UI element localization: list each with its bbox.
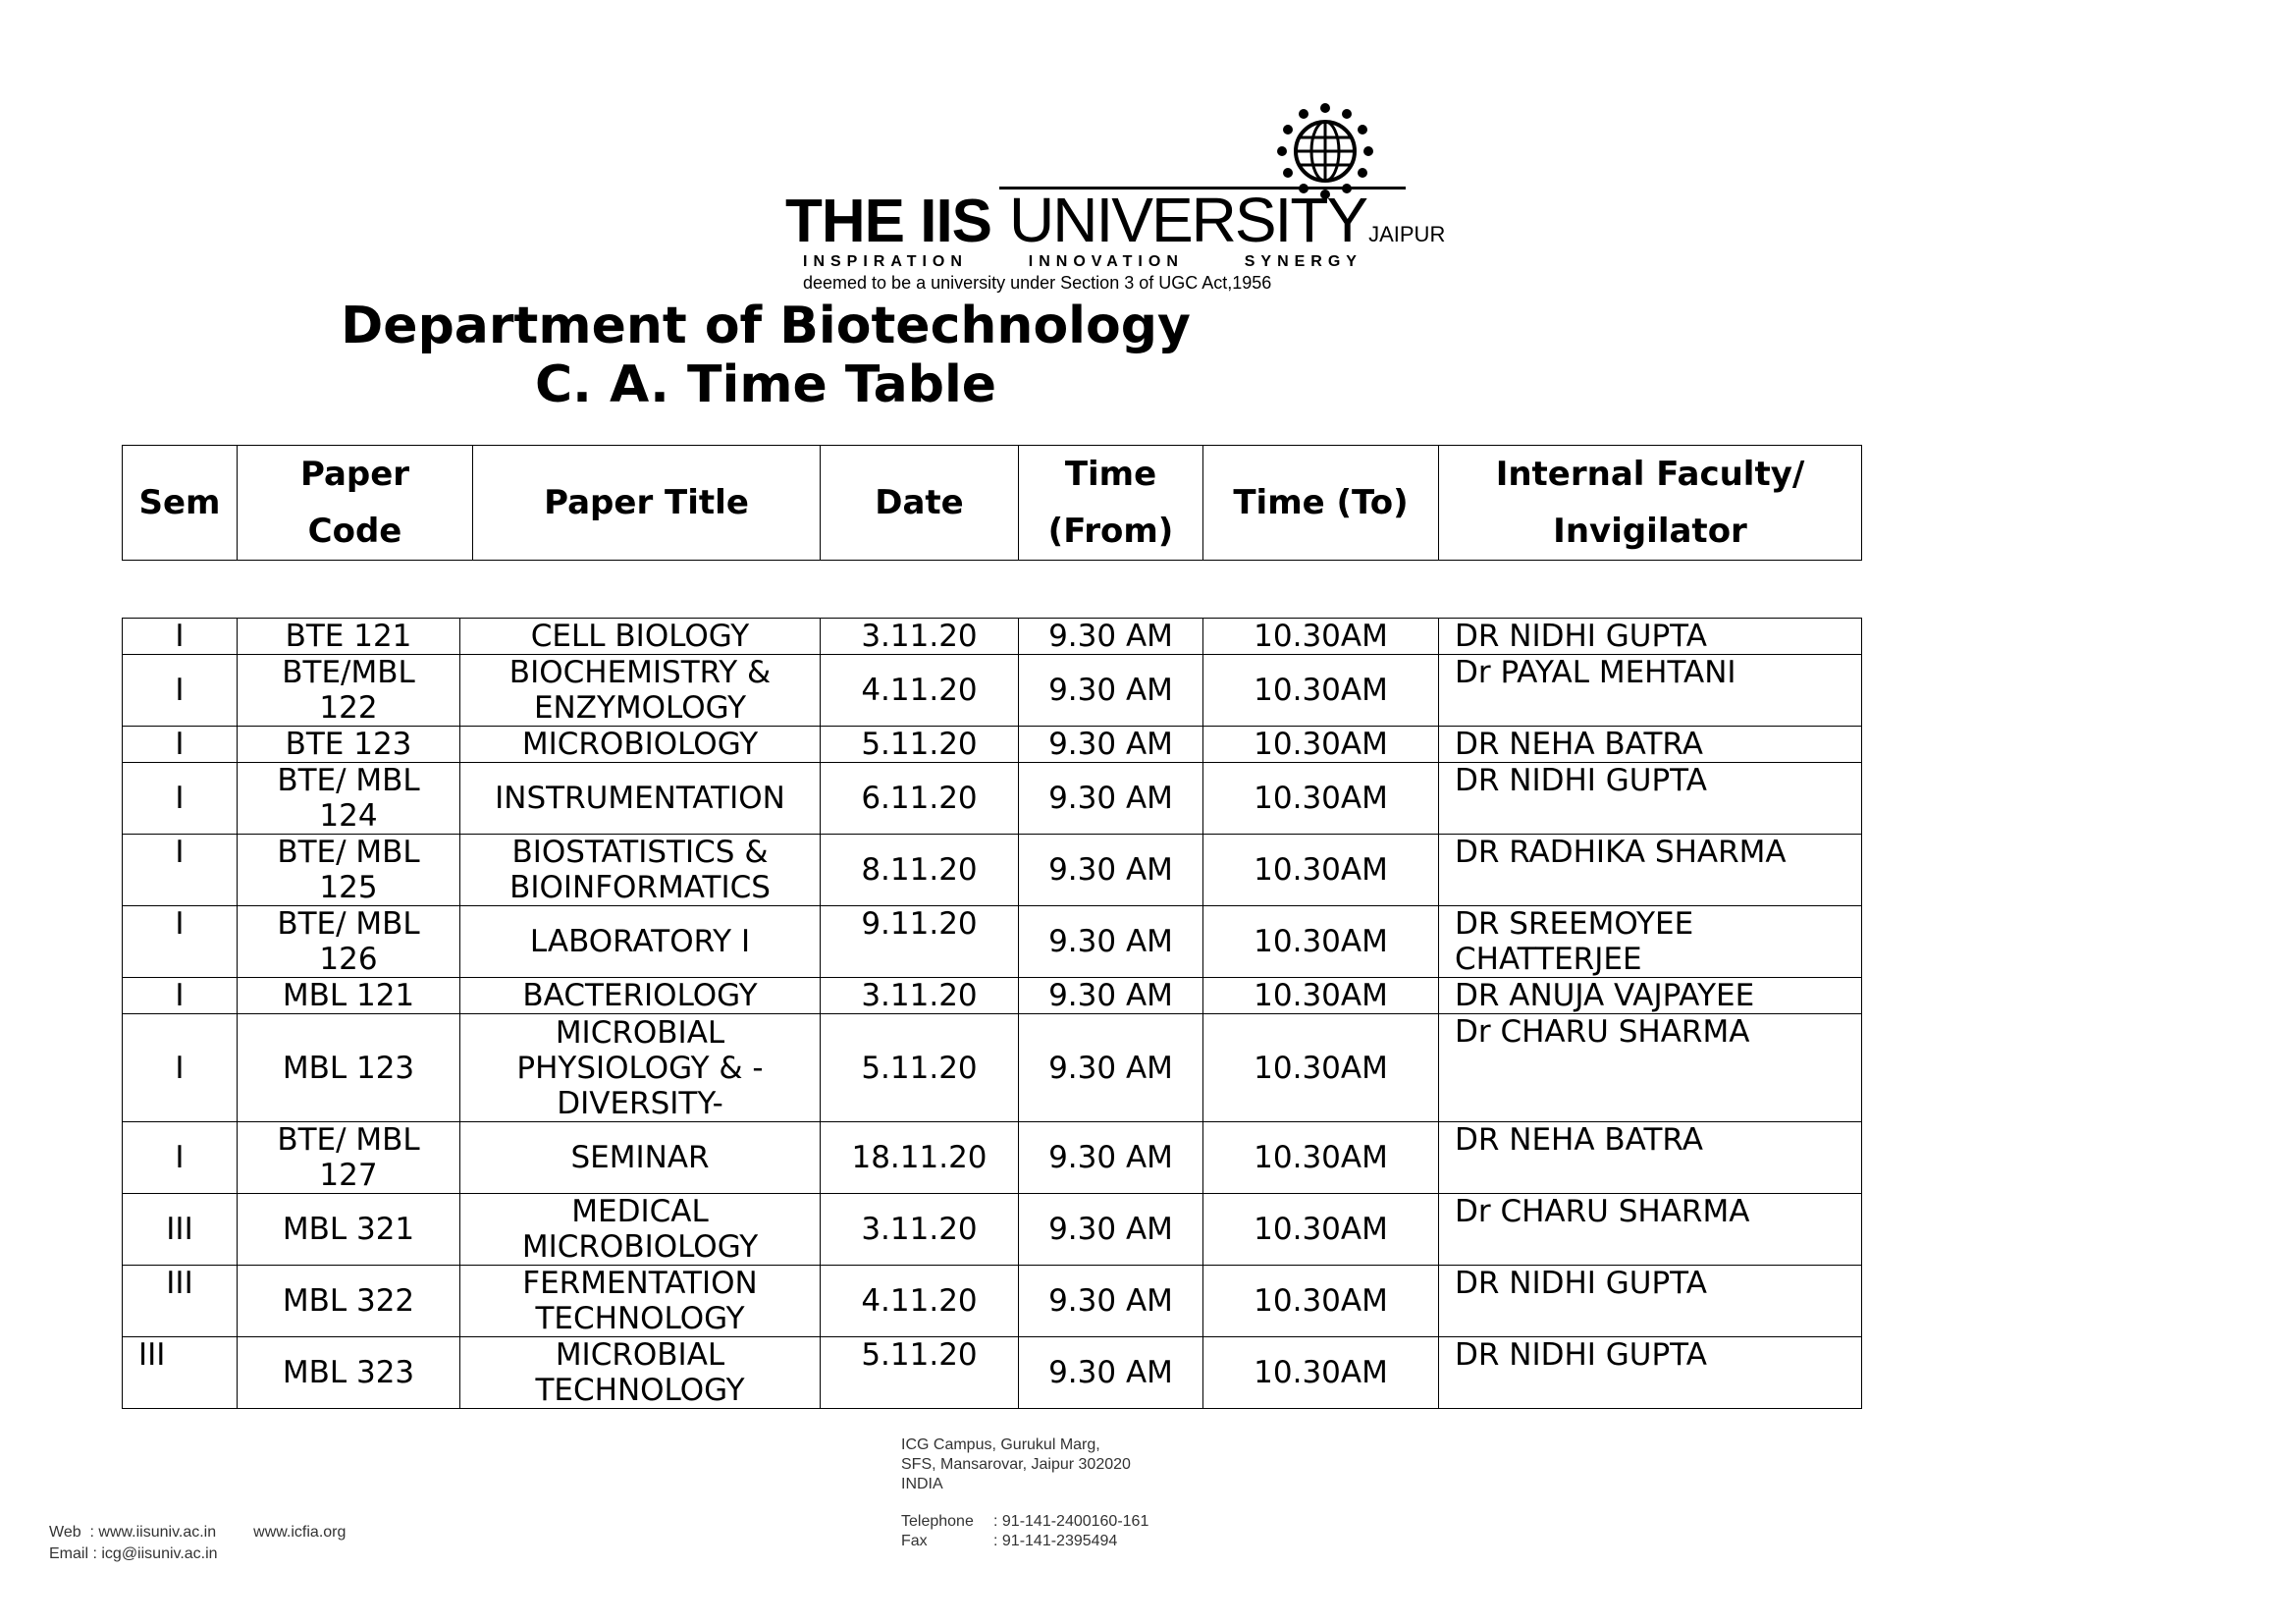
- cell-faculty: [1439, 655, 1862, 727]
- cell-title: [460, 1337, 821, 1409]
- tagline-word: SYNERGY: [1244, 253, 1362, 270]
- cell-date: 6.11.20: [821, 763, 1019, 835]
- cell-line: TECHNOLOGY: [535, 1301, 745, 1336]
- header-date: Date: [821, 446, 1019, 561]
- cell-date: 8.11.20: [821, 835, 1019, 906]
- header-line: (From): [1047, 512, 1174, 551]
- cell-faculty: [1439, 978, 1862, 1014]
- table-row: [123, 1122, 1862, 1194]
- cell-line: DR NEHA BATRA: [1455, 727, 1703, 762]
- header-line: Invigilator: [1553, 512, 1747, 551]
- cell-line: 126: [319, 942, 378, 977]
- cell-line: MBL 323: [282, 1355, 415, 1390]
- cell-line: Dr CHARU SHARMA: [1455, 1014, 1750, 1050]
- cell-faculty: [1439, 763, 1862, 835]
- table-row: [123, 763, 1862, 835]
- cell-time-from: 9.30 AM: [1019, 978, 1203, 1014]
- cell-time-from: 9.30 AM: [1019, 727, 1203, 763]
- table-row: [123, 1337, 1862, 1409]
- cell-line: MEDICAL: [571, 1194, 709, 1229]
- cell-line: CHATTERJEE: [1455, 942, 1642, 977]
- logo-deemed-text: deemed to be a university under Section 3 of UGC Act,1956: [803, 273, 1272, 293]
- cell-line: Dr CHARU SHARMA: [1455, 1194, 1750, 1229]
- footer-email-link[interactable]: : icg@iisuniv.ac.in: [92, 1545, 218, 1562]
- footer-web-label: Web: [49, 1524, 81, 1541]
- cell-title: [460, 1194, 821, 1266]
- cell-date: 4.11.20: [821, 1266, 1019, 1337]
- cell-faculty: [1439, 835, 1862, 906]
- cell-sem: III: [123, 1337, 238, 1409]
- cell-faculty: [1439, 1014, 1862, 1122]
- department-title: Department of Biotechnology: [341, 297, 1191, 355]
- cell-date: 5.11.20: [821, 727, 1019, 763]
- cell-time-from: 9.30 AM: [1019, 1337, 1203, 1409]
- cell-line: LABORATORY I: [529, 924, 751, 959]
- cell-time-from: 9.30 AM: [1019, 1266, 1203, 1337]
- cell-time-from: 9.30 AM: [1019, 1122, 1203, 1194]
- cell-line: DR SREEMOYEE: [1455, 906, 1694, 942]
- header-paper-title: Paper Title: [473, 446, 821, 561]
- cell-sem: III: [123, 1194, 238, 1266]
- logo-name-regular: UNIVERSITY: [1009, 185, 1367, 255]
- cell-sem: I: [123, 655, 238, 727]
- cell-time-from: 9.30 AM: [1019, 655, 1203, 727]
- cell-date: 9.11.20: [821, 906, 1019, 978]
- cell-sem: I: [123, 1014, 238, 1122]
- page-title: C. A. Time Table: [534, 355, 997, 414]
- cell-sem: I: [123, 1122, 238, 1194]
- cell-code: [238, 1337, 460, 1409]
- footer-web-row: [49, 1522, 346, 1543]
- cell-date: 5.11.20: [821, 1014, 1019, 1122]
- cell-title: [460, 906, 821, 978]
- cell-date: 3.11.20: [821, 978, 1019, 1014]
- cell-sem: I: [123, 619, 238, 655]
- cell-line: ENZYMOLOGY: [533, 690, 747, 726]
- fax-value: : 91-141-2395494: [993, 1533, 1118, 1549]
- cell-line: BTE/ MBL: [277, 763, 420, 798]
- table-row: [123, 835, 1862, 906]
- table-row: [123, 906, 1862, 978]
- cell-code: [238, 727, 460, 763]
- logo-city: JAIPUR: [1368, 222, 1446, 246]
- cell-line: MICROBIAL: [555, 1014, 725, 1051]
- footer-address: [901, 1435, 1148, 1551]
- cell-line: MBL 321: [282, 1212, 415, 1247]
- cell-faculty: [1439, 727, 1862, 763]
- cell-line: INSTRUMENTATION: [495, 781, 785, 816]
- cell-time-from: 9.30 AM: [1019, 1014, 1203, 1122]
- cell-code: [238, 835, 460, 906]
- logo-name-bold: THE IIS: [785, 188, 992, 255]
- cell-code: [238, 906, 460, 978]
- fax-label: Fax: [901, 1533, 928, 1549]
- cell-line: FERMENTATION: [522, 1266, 758, 1301]
- cell-line: BTE/ MBL: [277, 835, 420, 870]
- header-sem: Sem: [123, 446, 238, 561]
- cell-line: BTE 121: [285, 619, 412, 654]
- cell-line: BTE/ MBL: [277, 1122, 420, 1158]
- footer-fax: [901, 1532, 1148, 1551]
- table-row: [123, 1014, 1862, 1122]
- cell-date: 5.11.20: [821, 1337, 1019, 1409]
- logo-tagline: [803, 253, 1362, 271]
- cell-time-from: 9.30 AM: [1019, 1194, 1203, 1266]
- cell-sem: I: [123, 727, 238, 763]
- cell-line: DR RADHIKA SHARMA: [1455, 835, 1787, 870]
- cell-title: [460, 1014, 821, 1122]
- cell-faculty: [1439, 906, 1862, 978]
- footer-web-link[interactable]: : www.iisuniv.ac.in: [89, 1524, 217, 1541]
- cell-date: 4.11.20: [821, 655, 1019, 727]
- cell-date: 18.11.20: [821, 1122, 1019, 1194]
- cell-line: BACTERIOLOGY: [522, 978, 758, 1013]
- cell-line: MICROBIAL: [555, 1337, 725, 1373]
- table-row: [123, 978, 1862, 1014]
- cell-time-to: 10.30AM: [1203, 835, 1439, 906]
- header-line: Time: [1064, 455, 1157, 494]
- table-row: [123, 1266, 1862, 1337]
- cell-title: [460, 763, 821, 835]
- header-line: Code: [307, 512, 402, 551]
- header-row: [123, 446, 1862, 561]
- header-line: Paper: [299, 455, 410, 494]
- cell-title: [460, 835, 821, 906]
- cell-line: BIOSTATISTICS &: [511, 835, 769, 870]
- cell-time-to: 10.30AM: [1203, 1122, 1439, 1194]
- footer-web2-link[interactable]: www.icfia.org: [253, 1524, 347, 1541]
- header-time-from: [1019, 446, 1203, 561]
- footer-email-row: [49, 1543, 346, 1565]
- header-paper-code: [238, 446, 473, 561]
- telephone-label: Telephone: [901, 1513, 974, 1530]
- cell-code: [238, 1014, 460, 1122]
- cell-faculty: [1439, 1337, 1862, 1409]
- cell-line: 124: [319, 798, 378, 834]
- cell-line: BTE/MBL: [282, 655, 415, 690]
- telephone-value: : 91-141-2400160-161: [993, 1513, 1149, 1530]
- table-row: [123, 619, 1862, 655]
- table-row: [123, 655, 1862, 727]
- header-line: Internal Faculty/: [1495, 455, 1805, 494]
- address-line: SFS, Mansarovar, Jaipur 302020: [901, 1456, 1131, 1473]
- cell-faculty: [1439, 1194, 1862, 1266]
- cell-line: BIOCHEMISTRY &: [508, 655, 772, 690]
- university-logo: [785, 102, 1453, 293]
- cell-line: BTE 123: [285, 727, 412, 762]
- cell-time-to: 10.30AM: [1203, 727, 1439, 763]
- table-row: [123, 727, 1862, 763]
- cell-line: 125: [319, 870, 378, 905]
- cell-line: MBL 123: [282, 1050, 415, 1086]
- footer-telephone: [901, 1512, 1148, 1532]
- cell-code: [238, 619, 460, 655]
- address-line: ICG Campus, Gurukul Marg,: [901, 1436, 1100, 1453]
- cell-title: [460, 655, 821, 727]
- cell-line: BTE/ MBL: [277, 906, 420, 942]
- cell-sem: III: [123, 1266, 238, 1337]
- cell-code: [238, 1194, 460, 1266]
- tagline-word: INSPIRATION: [803, 253, 968, 270]
- cell-time-to: 10.30AM: [1203, 619, 1439, 655]
- cell-sem: I: [123, 978, 238, 1014]
- cell-line: TECHNOLOGY: [535, 1373, 745, 1408]
- cell-line: DR NIDHI GUPTA: [1455, 1337, 1707, 1373]
- page-headings: [0, 297, 1531, 414]
- cell-line: BIOINFORMATICS: [509, 870, 771, 905]
- cell-line: DR NIDHI GUPTA: [1455, 763, 1707, 798]
- cell-title: [460, 1122, 821, 1194]
- logo-wordmark: [785, 185, 1446, 255]
- tagline-word: INNOVATION: [1028, 253, 1184, 270]
- cell-code: [238, 655, 460, 727]
- cell-line: MBL 121: [282, 978, 415, 1013]
- cell-line: DR ANUJA VAJPAYEE: [1455, 978, 1755, 1013]
- cell-line: DR NEHA BATRA: [1455, 1122, 1703, 1158]
- header-time-to: Time (To): [1203, 446, 1439, 561]
- cell-line: 127: [319, 1158, 378, 1193]
- cell-faculty: [1439, 619, 1862, 655]
- cell-time-from: 9.30 AM: [1019, 906, 1203, 978]
- timetable-body: [122, 618, 1862, 1409]
- cell-line: Dr PAYAL MEHTANI: [1455, 655, 1736, 690]
- cell-title: [460, 978, 821, 1014]
- cell-faculty: [1439, 1122, 1862, 1194]
- cell-faculty: [1439, 1266, 1862, 1337]
- cell-line: MICROBIOLOGY: [521, 1229, 759, 1265]
- cell-time-to: 10.30AM: [1203, 1194, 1439, 1266]
- cell-code: [238, 1266, 460, 1337]
- cell-time-to: 10.30AM: [1203, 1014, 1439, 1122]
- cell-date: 3.11.20: [821, 1194, 1019, 1266]
- cell-line: CELL BIOLOGY: [530, 619, 750, 654]
- cell-code: [238, 1122, 460, 1194]
- table-row: [123, 1194, 1862, 1266]
- timetable-header: [122, 445, 1862, 561]
- cell-time-to: 10.30AM: [1203, 978, 1439, 1014]
- cell-sem: I: [123, 835, 238, 906]
- cell-time-to: 10.30AM: [1203, 906, 1439, 978]
- cell-time-from: 9.30 AM: [1019, 763, 1203, 835]
- cell-time-to: 10.30AM: [1203, 1266, 1439, 1337]
- cell-line: 122: [319, 690, 378, 726]
- cell-time-from: 9.30 AM: [1019, 619, 1203, 655]
- cell-title: [460, 727, 821, 763]
- cell-line: DR NIDHI GUPTA: [1455, 619, 1707, 654]
- header-faculty: [1439, 446, 1862, 561]
- cell-line: PHYSIOLOGY & -: [516, 1050, 764, 1086]
- cell-line: DR NIDHI GUPTA: [1455, 1266, 1707, 1301]
- cell-time-to: 10.30AM: [1203, 763, 1439, 835]
- address-line: INDIA: [901, 1476, 943, 1492]
- cell-code: [238, 763, 460, 835]
- cell-title: [460, 1266, 821, 1337]
- cell-title: [460, 619, 821, 655]
- cell-line: MBL 322: [282, 1283, 415, 1319]
- cell-time-to: 10.30AM: [1203, 1337, 1439, 1409]
- cell-time-to: 10.30AM: [1203, 655, 1439, 727]
- cell-date: 3.11.20: [821, 619, 1019, 655]
- cell-code: [238, 978, 460, 1014]
- cell-sem: I: [123, 763, 238, 835]
- cell-sem: I: [123, 906, 238, 978]
- cell-time-from: 9.30 AM: [1019, 835, 1203, 906]
- footer-email-label: Email: [49, 1545, 89, 1562]
- cell-line: MICROBIOLOGY: [521, 727, 759, 762]
- footer-contact: [49, 1522, 346, 1565]
- cell-line: SEMINAR: [570, 1140, 710, 1175]
- cell-line: DIVERSITY-: [557, 1085, 723, 1121]
